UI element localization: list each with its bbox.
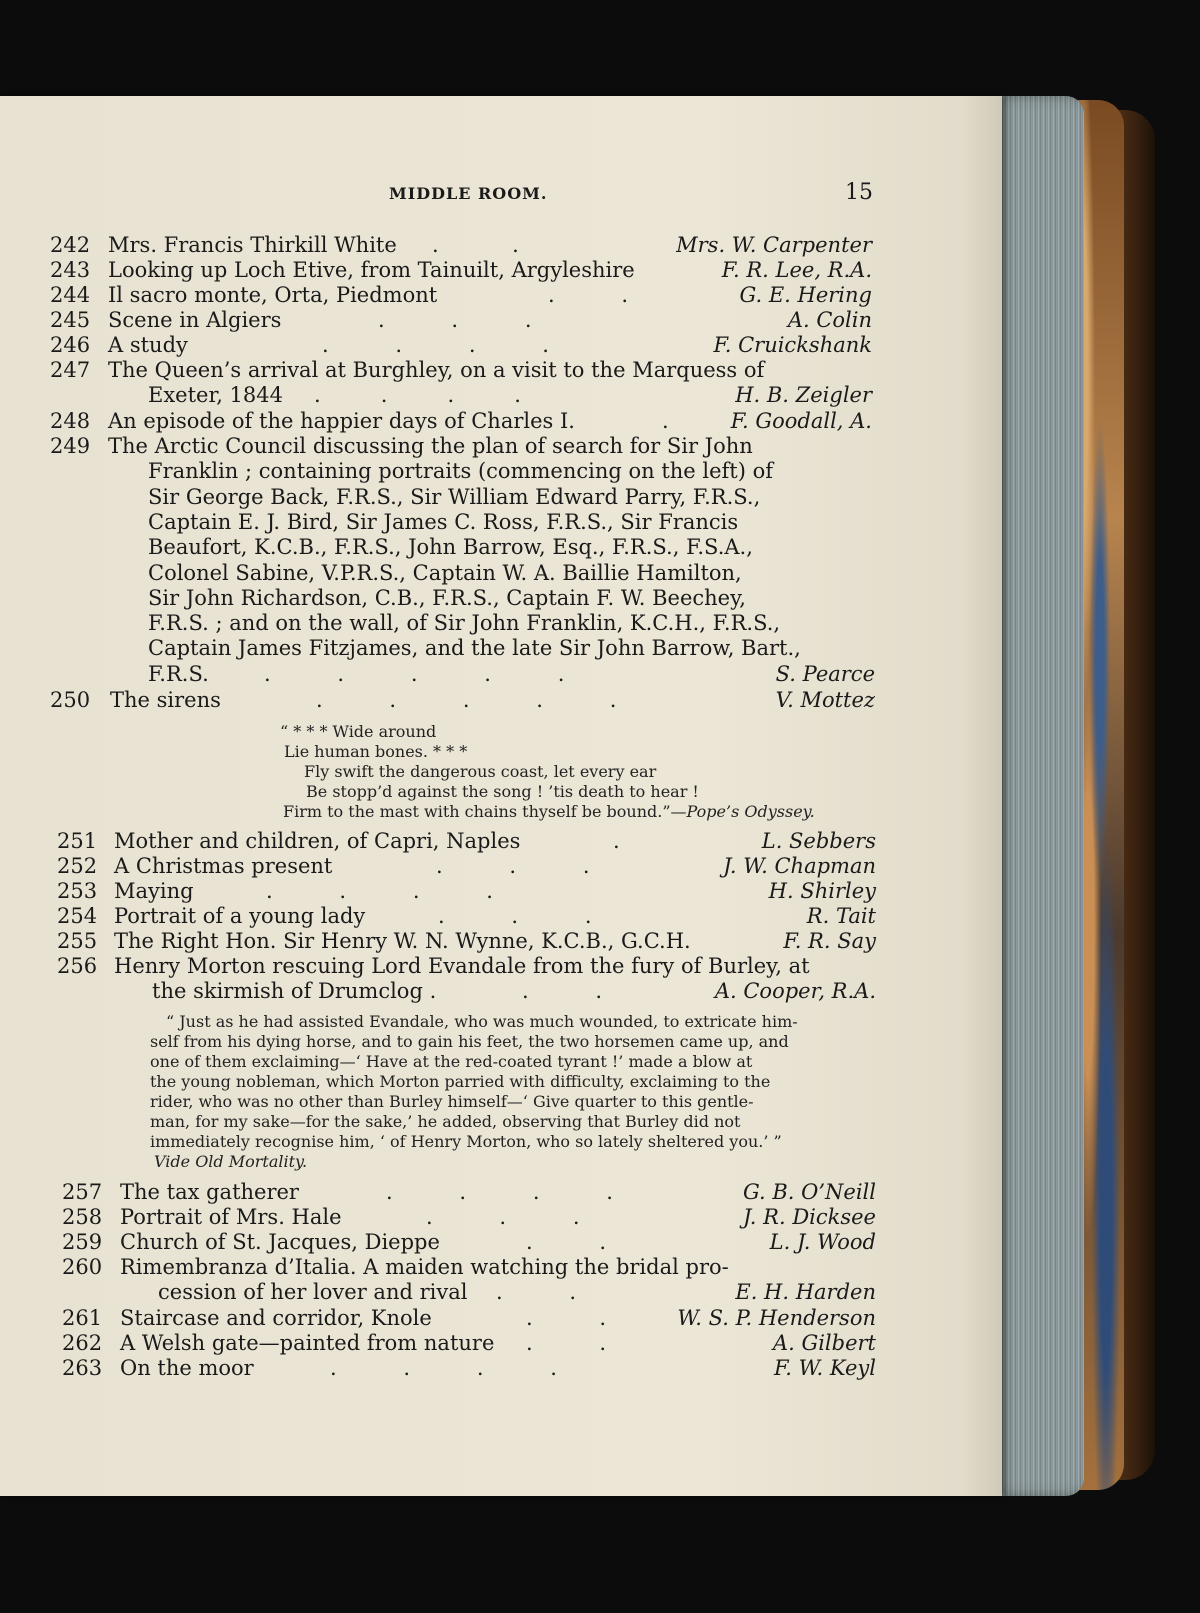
leader-dots: . . . (378, 308, 532, 332)
entry-number: 256 (57, 954, 98, 978)
entry-title: Il sacro monte, Orta, Piedmont (108, 283, 438, 307)
entry-title: Staircase and corridor, Knole (120, 1306, 432, 1330)
entry-title: The Arctic Council discussing the plan of search for Sir John (108, 434, 753, 458)
quote-line: rider, who was no other than Burley himself—‘ Give quarter to this gentle- (150, 1092, 754, 1111)
entry-artist: F. R. Lee, R.A. (721, 258, 872, 282)
entry-number: 257 (62, 1180, 103, 1204)
leader-dots: . . (526, 1331, 607, 1355)
entry-number: 247 (50, 358, 91, 382)
leader-dots: . . (548, 283, 629, 307)
entry-title: Looking up Loch Etive, from Tainuilt, Argyleshire (108, 258, 635, 282)
entry-title-continuation: Captain E. J. Bird, Sir James C. Ross, F.R.S., Sir Francis (148, 509, 739, 534)
entry-number: 245 (50, 308, 91, 332)
entry-title-continuation: F.R.S. ; and on the wall, of Sir John Franklin, K.C.H., F.R.S., (148, 611, 781, 636)
entry-title-continuation: Beaufort, K.C.B., F.R.S., John Barrow, Esq., F.R.S., F.S.A., (148, 535, 753, 560)
quote-line: one of them exclaiming—‘ Have at the red-coated tyrant !’ made a blow at (150, 1052, 753, 1071)
entry-title: Rimembranza d’Italia. A maiden watching the bridal pro- (120, 1255, 729, 1279)
running-head: MIDDLE ROOM. (389, 184, 548, 203)
entry-number: 260 (62, 1255, 103, 1279)
quote-source: Vide Old Mortality. (154, 1152, 308, 1171)
leader-dots: . . . . (322, 333, 549, 357)
entry-title: Portrait of Mrs. Hale (120, 1205, 342, 1229)
quote-line: the young nobleman, which Morton parried with difficulty, exclaiming to the (150, 1072, 771, 1091)
entry-title: Mrs. Francis Thirkill White (108, 233, 397, 257)
entry-number: 262 (62, 1331, 103, 1355)
quote-line: self from his dying horse, and to gain his feet, the two horsemen came up, and (150, 1032, 789, 1051)
leader-dots: . . (432, 233, 519, 257)
quote-line: man, for my sake—for the sake,’ he added, observing that Burley did not (150, 1112, 741, 1131)
entry-artist: S. Pearce (775, 661, 875, 686)
leader-dots: . . . . (314, 383, 521, 408)
entry-number: 261 (62, 1306, 103, 1330)
entry-title-continuation: Franklin ; containing portraits (commencing on the left) of (148, 459, 774, 484)
entry-artist: L. J. Wood (769, 1230, 876, 1254)
entry-number: 249 (50, 434, 91, 458)
quote-line: immediately recognise him, ‘ of Henry Morton, who so lately sheltered you.’ ” (150, 1132, 782, 1151)
entry-number: 259 (62, 1230, 103, 1254)
entry-title: The sirens (110, 688, 221, 712)
leader-dots: . . . (438, 904, 592, 928)
entry-title: On the moor (120, 1356, 254, 1380)
leader-dots: . . . (436, 854, 590, 878)
page-header (0, 180, 880, 210)
entry-artist: J. R. Dicksee (743, 1205, 876, 1229)
entry-artist: H. Shirley (768, 879, 876, 903)
entry-title: Scene in Algiers (108, 308, 282, 332)
entry-number: 258 (62, 1205, 103, 1229)
entry-number: 252 (57, 854, 98, 878)
entry-number: 253 (57, 879, 98, 903)
entry-artist: A. Gilbert (772, 1331, 876, 1355)
leader-dots: . . . . . (316, 688, 617, 712)
leader-dots: . . (526, 1230, 607, 1254)
entry-artist: F. R. Say (783, 929, 876, 953)
entry-title: A Christmas present (114, 854, 333, 878)
leader-dots: . . (526, 1306, 607, 1330)
leader-dots: . . . (426, 1205, 580, 1229)
entry-artist: W. S. P. Henderson (677, 1306, 876, 1330)
entry-artist: A. Cooper, R.A. (714, 979, 876, 1004)
entry-title: Henry Morton rescuing Lord Evandale from the fury of Burley, at (114, 954, 810, 978)
entry-title: The Queen’s arrival at Burghley, on a visit to the Marquess of (108, 358, 765, 382)
entry-artist: G. E. Hering (739, 283, 872, 307)
page-number: 15 (845, 180, 873, 205)
entry-title: Mother and children, of Capri, Naples (114, 829, 521, 853)
entry-title: Portrait of a young lady (114, 904, 366, 928)
quote-source: Pope’s Odyssey. (686, 802, 815, 821)
entry-title-continuation: Exeter, 1844 (148, 383, 283, 408)
entry-title: A study (108, 333, 188, 357)
entry-title: Maying (114, 879, 194, 903)
entry-artist: F. W. Keyl (773, 1356, 876, 1380)
leader-dots: . . . . (330, 1356, 557, 1380)
entry-number: 251 (57, 829, 98, 853)
entry-number: 254 (57, 904, 98, 928)
entry-title-continuation: the skirmish of Drumclog . (152, 979, 437, 1004)
entry-number: 244 (50, 283, 91, 307)
quote-line: “ * * * Wide around (280, 722, 437, 741)
leader-dots: . . (496, 1280, 577, 1305)
entry-artist: R. Tait (806, 904, 876, 928)
leader-dots: . . (522, 979, 603, 1004)
entry-number: 263 (62, 1356, 103, 1380)
entry-title-continuation: Sir George Back, F.R.S., Sir William Edward Parry, F.R.S., (148, 484, 761, 509)
quote-line: “ Just as he had assisted Evandale, who was much wounded, to extricate him- (166, 1012, 798, 1031)
entry-title: Church of St. Jacques, Dieppe (120, 1230, 440, 1254)
leader-dots: . . . . . (264, 661, 565, 686)
entry-artist: V. Mottez (775, 688, 875, 712)
entry-artist: J. W. Chapman (723, 854, 876, 878)
entry-artist: E. H. Harden (735, 1280, 876, 1305)
entry-title-continuation: Captain James Fitzjames, and the late Sir John Barrow, Bart., (148, 636, 801, 661)
entry-artist: G. B. O’Neill (742, 1180, 876, 1204)
entry-artist: H. B. Zeigler (735, 383, 872, 408)
entry-artist: A. Colin (787, 308, 872, 332)
entry-number: 250 (50, 688, 91, 712)
quote-line: Lie human bones. * * * (284, 742, 468, 761)
entry-artist: F. Cruickshank (713, 333, 872, 357)
entry-title: An episode of the happier days of Charles I. (108, 409, 575, 433)
entry-artist: L. Sebbers (761, 829, 876, 853)
leader-dots: . (662, 409, 669, 433)
entry-title: The tax gatherer (120, 1180, 299, 1204)
page-block-edge (992, 96, 1084, 1496)
entry-number: 255 (57, 929, 98, 953)
entry-title-continuation: Sir John Richardson, C.B., F.R.S., Captain F. W. Beechey, (148, 585, 746, 610)
quote-text: Firm to the mast with chains thyself be bound.”— (283, 802, 687, 821)
quote-line: Be stopp’d against the song ! ’tis death to hear ! (306, 782, 699, 801)
leader-dots: . (613, 829, 620, 853)
entry-number: 242 (50, 233, 91, 257)
entry-title: The Right Hon. Sir Henry W. N. Wynne, K.C.B., G.C.H. (114, 929, 691, 953)
entry-title: A Welsh gate—painted from nature (120, 1331, 495, 1355)
entry-number: 246 (50, 333, 91, 357)
entry-number: 243 (50, 258, 91, 282)
entry-number: 248 (50, 409, 91, 433)
entry-title-continuation: F.R.S. (148, 661, 209, 686)
entry-title-continuation: Colonel Sabine, V.P.R.S., Captain W. A. Baillie Hamilton, (148, 560, 742, 585)
entry-artist: Mrs. W. Carpenter (676, 233, 872, 257)
leader-dots: . . . . (386, 1180, 613, 1204)
entry-artist: F. Goodall, A. (730, 409, 872, 433)
quote-line: Fly swift the dangerous coast, let every ear (304, 762, 657, 781)
entry-title-continuation: cession of her lover and rival (158, 1280, 468, 1305)
quote-line (283, 802, 815, 821)
leader-dots: . . . . (266, 879, 493, 903)
